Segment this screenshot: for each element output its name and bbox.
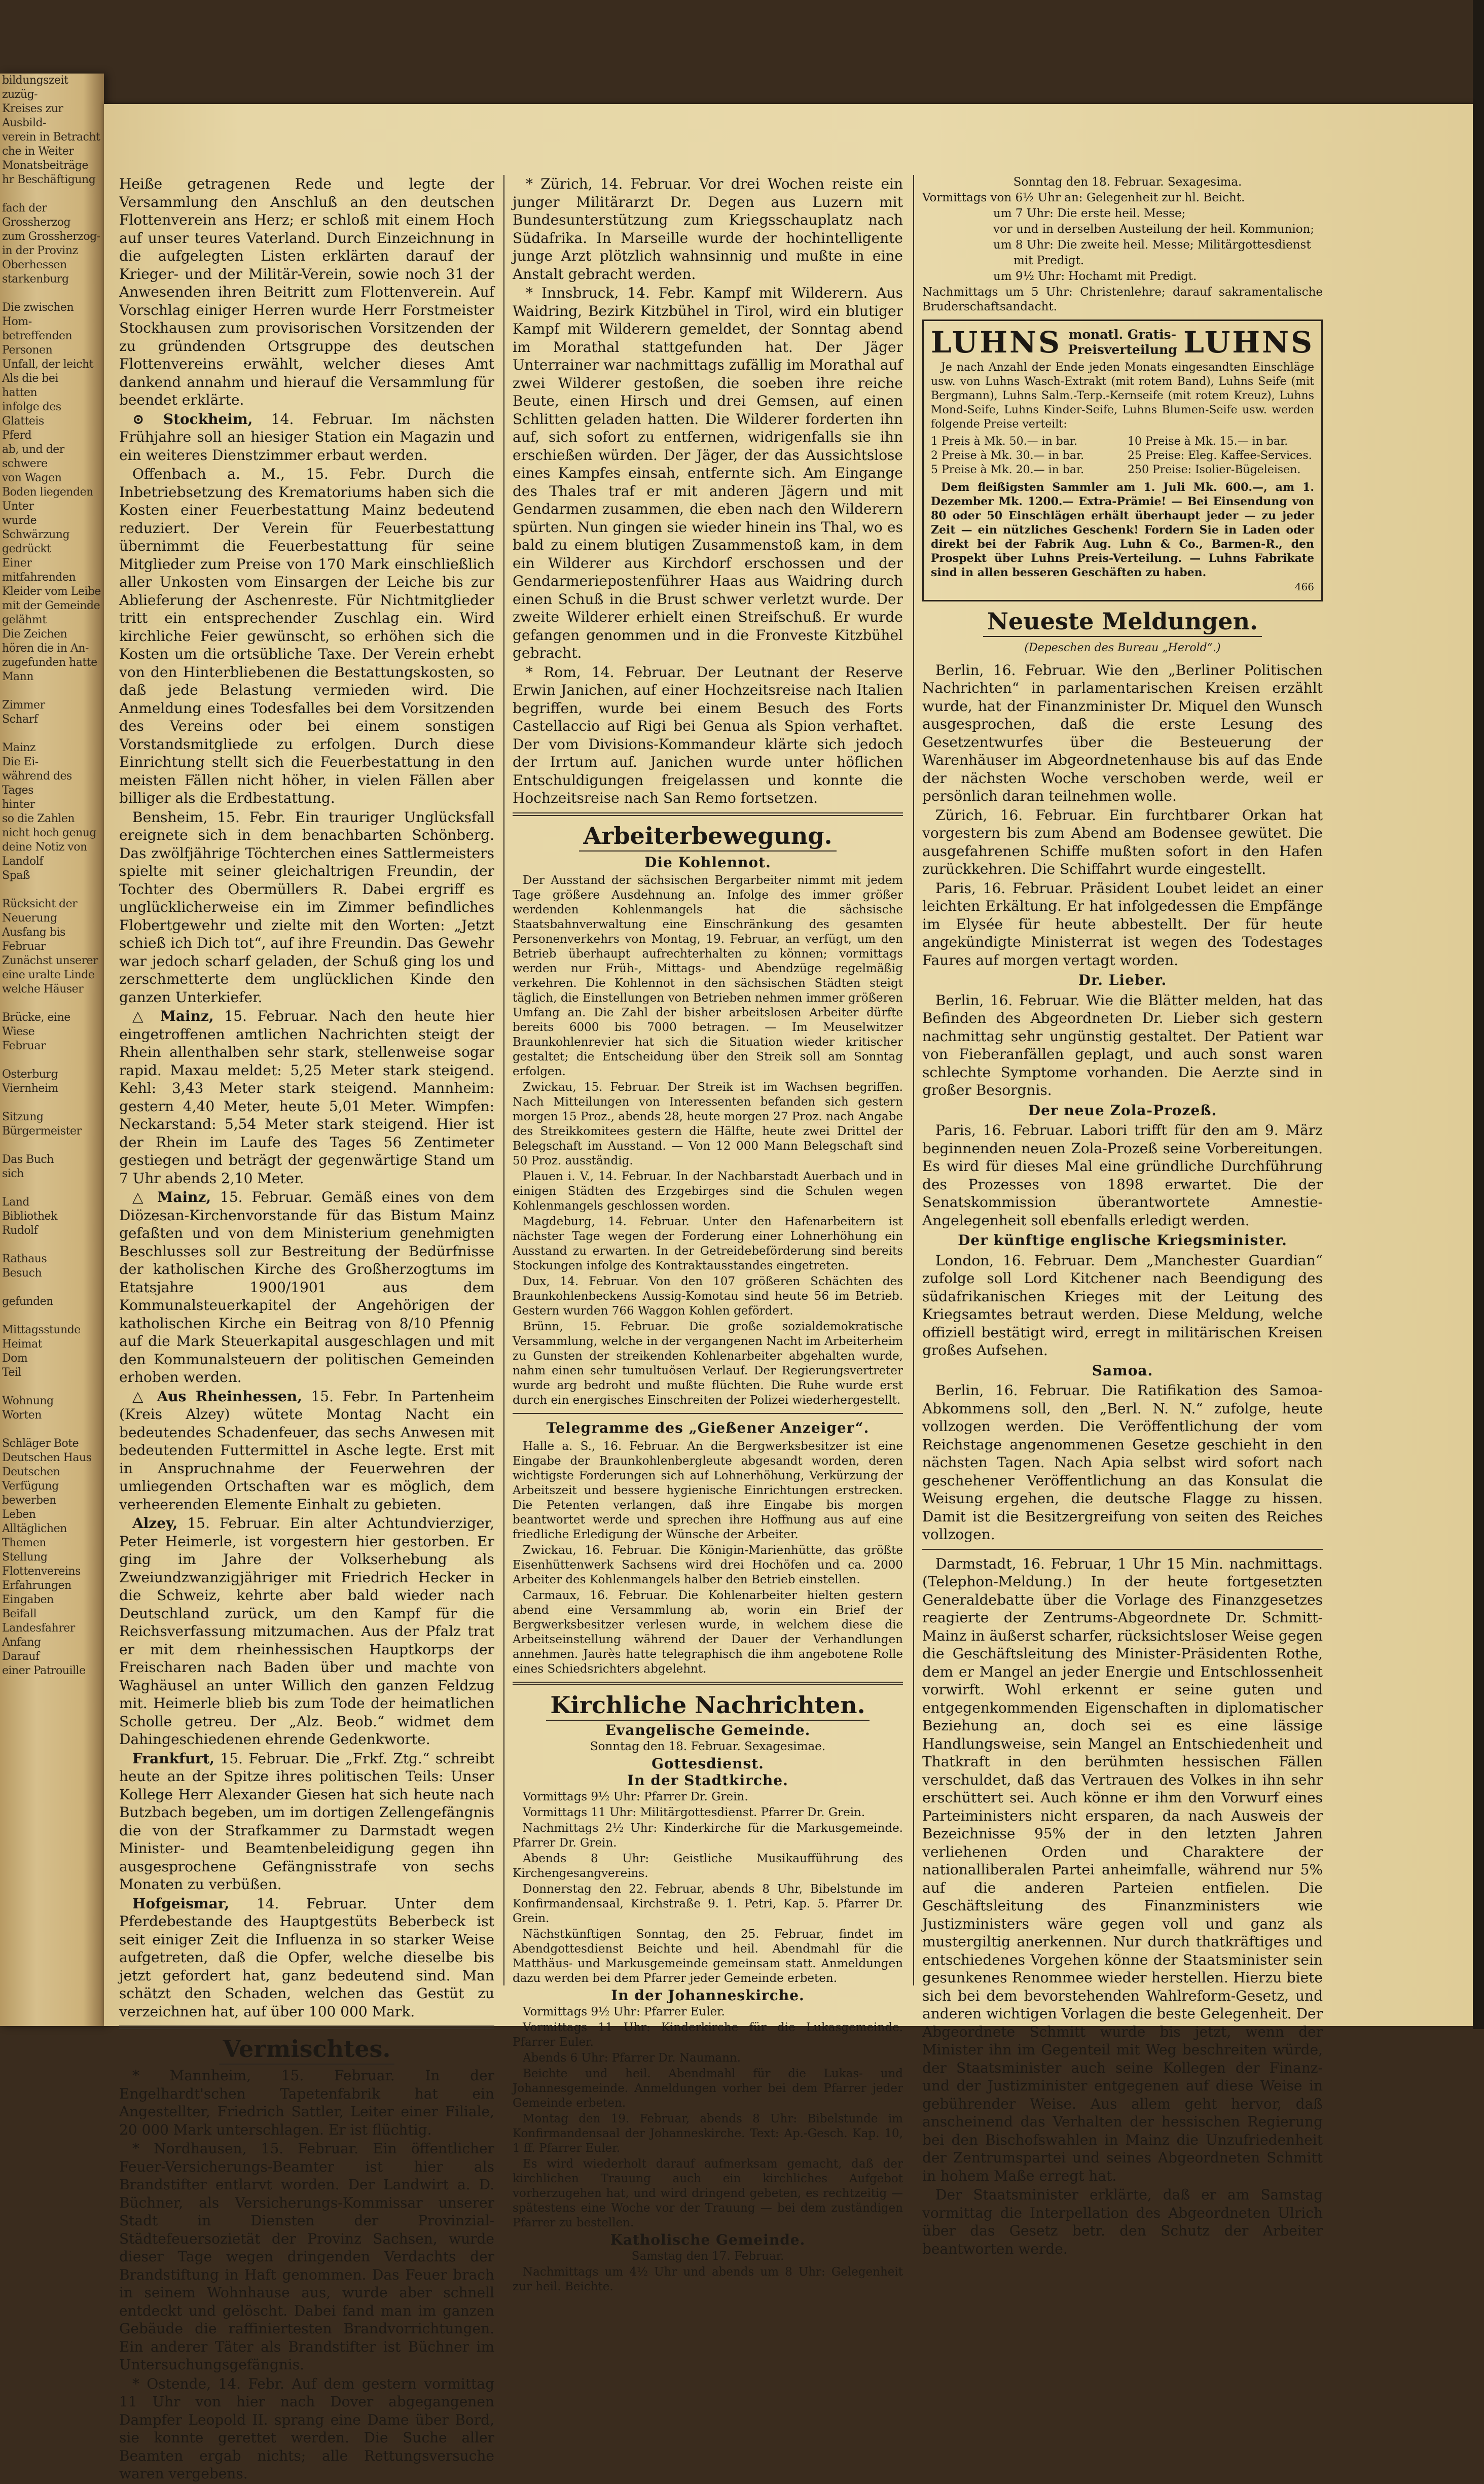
adjacent-page-line: Dom	[2, 1352, 28, 1365]
ad-code: 466	[1294, 581, 1314, 593]
adjacent-page-line: Rudolf	[2, 1224, 38, 1237]
adjacent-page-line: Die Ei-	[2, 756, 39, 768]
article-text: Carmaux, 16. Februar. Die Kohlenarbeiter hielten gestern abend eine Versammlung ab, worin ein Brief der Bergwerksbesitzer verlesen wurde, in welchem diese die Arbeitseinstellung während der Dauer der Verhandlungen annehmen. Jaurès hatte telegraphisch die ihm angebotene Rolle eines Schiedsrichters abgelehnt.	[513, 1588, 903, 1676]
adjacent-page-line: Zimmer	[2, 699, 45, 712]
adjacent-page-line: verein in Betracht	[2, 131, 100, 144]
service-line: Montag den 19. Februar, abends 8 Uhr: Bibelstunde im Konfirmandensaal der Johanneskirche. Text: Ap.-Gesch. Kap. 10, 1 ff. Pfarrer Euler.	[513, 2112, 903, 2155]
article-text: Plauen i. V., 14. Februar. In der Nachbarstadt Auerbach und in einigen Städten des Erzgebirges sind die Schulen wegen Kohlenmangels geschlossen worden.	[513, 1170, 903, 1213]
article-text: Darmstadt, 16. Februar, 1 Uhr 15 Min. nachmittags. (Telephon-Meldung.) In der heute fortgesetzten Generaldebatte über die Vorlage des Finanzgesetzes reagierte der Zentrums-Abgeordnete Dr. Schmitt-Mainz in äußerst scharfer, rücksichtsloser Weise gegen die Geschäftsleitung des Minister-Präsidenten Rothe, dem er Mangel an jeder Energie und Entschlossenheit vorwirft. Wohl erkennt er seine guten und entgegenkommenden Eigenschaften in diplomatischer Beziehung an, doch sei es eine lässige Handlungsweise, sein Mangel an Entschiedenheit und Thatkraft in den berühmten hessischen Fällen verschuldet, daß das Vertrauen des Volkes in ihn sehr erschüttert sei. Auch könne er ihm den Vorwurf eines Parteiministers nicht ersparen, da nach Ausweis der Bezeichnisse 95% der in den letzten Jahren verliehenen Orden und Charaktere der nationalliberalen Partei anheimfalle, während nur 5% auf die anderen Parteien entfielen. Die Geschäftsleitung des Finanzministers wie Justizministers wäre gegen voll und ganz als mustergiltig anerkennen. Nur durch thatkräftiges und entschiedenes Vorgehen könne der Staatsminister sein gesunkenes Renommee wieder herstellen. Hierzu biete sich bei dem bevorstehenden Wahlreform-Gesetz, und anderen wichtigen Vorlagen die beste Gelegenheit. Der Abgeordnete Schmitt wurde bis jetzt, wenn der Minister ihn im Gegenteil mit Weg beschreiten würde, der Staatsminister auch seine Kollegen der Finanz- und der Justizminister entgegenen auf diese Weise in gebührender Weise. Aus allem geht hervor, daß anscheinend das Verhalten der hessischen Regierung bei den Bischofswahlen in Mainz die Unzufriedenheit der Zentrumspartei und seines Abgeordneten Schmitt in hohem Maße erregt hat.	[922, 1555, 1323, 2184]
ad-headline-line: monatl. Gratis-	[1068, 327, 1177, 342]
ad-headline	[1068, 327, 1177, 358]
adjacent-page-line: infolge des Glatteis	[2, 401, 65, 428]
ad-logo-right: LUHNS	[1183, 325, 1314, 360]
column-2	[513, 175, 903, 2295]
article	[119, 1750, 494, 1894]
adjacent-page-text	[2, 74, 103, 1678]
adjacent-page-line: Mittagsstunde	[2, 1324, 81, 1336]
service-line: Nachmittags um 4½ Uhr und abends um 8 Uhr: Gelegenheit zur heil. Beichte.	[513, 2265, 903, 2293]
adjacent-page-line: welche Häuser	[2, 983, 84, 996]
adjacent-page-line: Die zwischen Hom-	[2, 301, 77, 328]
adjacent-page-line: che in Weiter	[2, 145, 74, 158]
ad-logo-left: LUHNS	[931, 325, 1062, 360]
dateline: △ Mainz,	[132, 1008, 214, 1024]
adjacent-page-line	[2, 1238, 103, 1252]
church-notices	[513, 1723, 903, 2294]
adjacent-page-line	[2, 1309, 103, 1323]
adjacent-page-line: Heimat	[2, 1338, 43, 1351]
section-divider	[119, 2026, 494, 2029]
service-line: Abends 6 Uhr: Pfarrer Dr. Naumann.	[523, 2051, 741, 2065]
dateline: △ Mainz,	[132, 1189, 211, 1205]
adjacent-page-line: gedrückt	[2, 543, 51, 555]
adjacent-page-line: hören die in An-	[2, 642, 89, 655]
luhns-advertisement	[922, 320, 1323, 601]
ad-price: 250 Preise: Isolier-Bügeleisen.	[1128, 464, 1301, 476]
ad-text: Dem fleißigsten Sammler am 1. Juli Mk. 600.—, am 1. Dezember Mk. 1200.— Extra-Prämie! — Bei Einsendung von 80 oder 50 Einschlägen erhält überhaupt jeder — zu jeder Zeit — ein nützliches Geschenk! Fordern Sie in Laden oder direkt bei der Fabrik Aug. Luhn & Co., Barmen-R., den Prospekt über Luhns Preis-Verteilung. — Luhns Fabrikate sind in allen besseren Geschäften zu haben.	[931, 481, 1314, 579]
subheading-gottesdienst: Gottesdienst.	[651, 1755, 764, 1772]
adjacent-page-line: Themen	[2, 1537, 46, 1549]
column-rule	[503, 175, 504, 1985]
catholic-services	[922, 175, 1323, 314]
adjacent-page-line	[2, 1096, 103, 1110]
adjacent-page-line: einer Patrouille	[2, 1664, 86, 1677]
adjacent-page-line: deine Notiz von Landolf	[2, 841, 91, 868]
article	[119, 1895, 494, 2021]
article-text: * Mannheim, 15. Februar. In der Engelhardt'schen Tapetenfabrik hat ein Angestellter, Friedrich Sattler, Leiter einer Filiale, 20 000 Mark unterschlagen. Er ist flüchtig.	[119, 2067, 494, 2138]
section-heading-neueste-meldungen: Neueste Meldungen.	[983, 607, 1262, 637]
adjacent-page-line: zugefunden hatte	[2, 656, 97, 669]
article-text: 15. Februar. Nach den heute hier eingetroffenen amtlichen Nachrichten steigt der Rhein allenthalben sehr stark, stellenweise sogar rapid. Maxau meldet: 5,25 Meter stark steigend. Kehl: 3,43 Meter stark steigend. Mannheim: gestern 4,40 Meter, heute 5,01 Meter. Wimpfen: Neckarstand: 5,54 Meter stark steigend. Hier ist der Rhein im Laufe des Tages 56 Zentimeter gestiegen und beträgt der gegenwärtige Stand um 7 Uhr abends 2,10 Meter.	[119, 1008, 495, 1187]
article	[119, 410, 494, 465]
adjacent-page-line: starkenburg	[2, 273, 69, 286]
ad-price: 10 Preise à Mk. 15.— in bar.	[1128, 435, 1288, 448]
adjacent-page-line: in der Provinz Oberhessen	[2, 244, 82, 271]
adjacent-page-line: Scharf	[2, 713, 38, 726]
adjacent-page-line: Erfahrungen	[2, 1579, 71, 1592]
adjacent-page-line: Osterburg	[2, 1068, 58, 1081]
article-text: * Rom, 14. Februar. Der Leutnant der Reserve Erwin Janichen, auf einer Hochzeitsreise nach Italien begriffen, wurde bei einem Besuch des Forts Castellaccio auf Rigi bei Genua als Spion verhaftet. Der vom Divisions-Kommandeur klärte sich jedoch der Irrtum auf. Janichen wurde unter höflichen Entschuldigungen freigelassen und konnte die Hochzeitsreise nach San Remo fortsetzen.	[513, 663, 903, 806]
adjacent-page-line: Land	[2, 1196, 29, 1209]
adjacent-page-line: Worten	[2, 1409, 42, 1422]
adjacent-page-line: Deutschen	[2, 1466, 60, 1478]
adjacent-page-line: Sitzung	[2, 1111, 44, 1123]
adjacent-page-line: Rathaus	[2, 1253, 47, 1265]
section-heading-vermischtes: Vermischtes.	[219, 2034, 395, 2065]
column-1	[119, 175, 494, 2484]
adjacent-page-line: Mann	[2, 670, 33, 683]
article-text: 15. Februar. Gemäß eines von dem Diözesan-Kirchenvorstande für das Bistum Mainz gefaßten und von dem Ministerium genehmigten Beschlusses soll zur Bestreitung der Bedürfnisse der katholischen Kirche des Großherzogtums im Etatsjahre 1900/1901 aus dem Kommunalsteuerkapitel der Angehörigen der katholischen Kirche ein Beitrag von 8/10 Pfennig auf die Mark Steuerkapital ausgeschlagen und mit den Kommunalsteuern der politischen Gemeinden erhoben werden.	[119, 1189, 495, 1386]
article-text: Berlin, 16. Februar. Wie den „Berliner Politischen Nachrichten“ in parlamentarischen Kreisen erzählt wurde, hat der Finanzminister Dr. Miquel den Wunsch ausgesprochen, daß die erste Lesung des Gesetzentwurfes über die Besteuerung der Warenhäuser im Abgeordnetenhause bis auf das Ende der nächsten Woche verschoben werde, weil er persönlich daran teilnehmen wolle.	[922, 661, 1323, 804]
dateline: ⊙ Stockheim,	[132, 410, 253, 428]
service-line: vor und in derselben Austeilung der heil. Kommunion;	[993, 223, 1315, 236]
adjacent-page-line: Leben	[2, 1508, 36, 1521]
service-line: mit Predigt.	[1014, 254, 1084, 267]
article-text: * Zürich, 14. Februar. Vor drei Wochen reiste ein junger Militärarzt Dr. Degen aus Luzern mit Bundesunterstützung zum Kriegsschauplatz nach Südafrika. In Marseille wurde der hochintelligente junge Arzt plötzlich wahnsinnig und mußte in eine Anstalt gebracht werden.	[513, 175, 903, 282]
ad-header	[931, 327, 1314, 358]
adjacent-page-line: während des Tages	[2, 770, 76, 797]
adjacent-page-line: Flottenvereins	[2, 1565, 81, 1578]
adjacent-page-line: Rücksicht der Neuerung	[2, 898, 81, 925]
adjacent-page-line	[2, 1139, 103, 1153]
adjacent-page-line: Bibliothek	[2, 1210, 57, 1223]
article-text: 15. Februar. Ein alter Achtundvierziger, Peter Heimerle, ist vorgestern hier gestorben. Er ging im Jahre der Volkserhebung als Zweiundzwanzigjähriger mit Friedrich Hecker in die Schweiz, kehrte aber bald wieder nach Deutschland zurück, um den Kampf für die Reichsverfassung mitzumachen. Aus der Pfalz trat er mit dem rheinhessischen Hauptkorps der Freischaren nach Baden über und machte von Waghäusel an unter Willich den ganzen Feldzug mit. Heimerle blieb bis zum Tode der heimatlichen Scholle getreu. Der „Alz. Beob.“ widmet dem Dahingeschiedenen ehrende Gedenkworte.	[119, 1515, 494, 1748]
adjacent-page-line: Teil	[2, 1366, 22, 1379]
article-text: Der Staatsminister erklärte, daß er am Samstag vormittag die Interpellation des Abgeordneten Ulrich über das Gesetz betr. den Schutz der Arbeiter beantworten werde.	[922, 2186, 1323, 2257]
article-text: Zwickau, 16. Februar. Die Königin-Marienhütte, das größte Eisenhüttenwerk Sachsens wird drei Hochöfen und ca. 2000 Arbeiter des Kohlenmangels halber den Betrieb einstellen.	[513, 1543, 903, 1586]
adjacent-page-line	[2, 883, 103, 897]
adjacent-page-line: fach der Grossherzog	[2, 202, 71, 229]
article-text: Brünn, 15. Februar. Die große sozialdemokratische Versammlung, welche in der vergangenen Nacht im Arbeiterheim zu Gunsten der streikenden Kohlenarbeiter abgehalten wurde, nahm einen sehr tumultuösen Verlauf. Der Regierungsvertreter wurde arg bedroht und mußte flüchten. Die Ruhe wurde erst durch ein energisches Einschreiten der Polizei wiederhergestellt.	[513, 1320, 903, 1407]
section-divider	[513, 1682, 903, 1685]
adjacent-page-line	[2, 287, 103, 301]
adjacent-page-line	[2, 1380, 103, 1394]
adjacent-page-line: bildungszeit zuzüg-	[2, 74, 71, 101]
adjacent-page-line: Das Buch	[2, 1153, 54, 1166]
kohlennot-block	[513, 873, 903, 1408]
adjacent-page-line: Unfall, der leicht	[2, 358, 94, 371]
adjacent-page-line: ab, und der schwere	[2, 443, 68, 470]
service-line: Vormittags 9½ Uhr: Pfarrer Dr. Grein.	[523, 1790, 748, 1803]
service-line: um 9½ Uhr: Hochamt mit Predigt.	[993, 270, 1197, 283]
service-line: Beichte und heil. Abendmahl für die Lukas- und Johannesgemeinde. Anmeldungen vorher bei dem Pfarrer jeder Gemeinde erbeten.	[513, 2067, 903, 2110]
newspaper-page	[104, 104, 1473, 2482]
adjacent-page-line	[2, 1281, 103, 1295]
binding-shadow	[1473, 0, 1484, 2029]
subheading-katholisch: Katholische Gemeinde.	[610, 2231, 806, 2248]
article-text: Magdeburg, 14. Februar. Unter den Hafenarbeitern ist nächster Tage wegen der Forderung einer Lohnerhöhung ein Ausstand zu erwarten. In der Getreidebeförderung sind bereits Stockungen infolge des Kontraktausstandes eingetreten.	[513, 1215, 903, 1272]
column-3	[922, 175, 1323, 2259]
subheading-samoa: Samoa.	[1092, 1362, 1153, 1379]
service-line: Es wird wiederholt darauf aufmerksam gemacht, daß der kirchlichen Trauung auch ein kirchliches Aufgebot vorherzugehen hat, und wird dringend gebeten, es rechtzeitig — spätestens eine Woche vor der Trauung — bei dem zuständigen Pfarrer zu bestellen.	[513, 2157, 903, 2229]
ad-price-list	[931, 435, 1314, 477]
adjacent-page-line: Kreises zur Ausbild-	[2, 102, 66, 129]
adjacent-page-line: hinter	[2, 798, 35, 811]
adjacent-page-line: hr Beschäftigung	[2, 173, 96, 186]
ad-price: 1 Preis à Mk. 50.— in bar.	[931, 435, 1078, 448]
service-line: Donnerstag den 22. Februar, abends 8 Uhr, Bibelstunde im Konfirmandensaal, Kirchstraße 9. 1. Petri, Kap. 5. Pfarrer Dr. Grein.	[513, 1882, 903, 1925]
adjacent-page-line: Einer mitfahrenden	[2, 557, 76, 584]
adjacent-page-line: Besuch	[2, 1267, 42, 1280]
adjacent-page-line	[2, 1423, 103, 1437]
article-text: London, 16. Februar. Dem „Manchester Guardian“ zufolge soll Lord Kitchener nach Beendigung des südafrikanischen Krieges mit der Leitung des Kriegsamtes betraut werden. Diese Meldung, welche offiziell bestätigt wird, erregt in militärischen Kreisen großes Aufsehen.	[922, 1252, 1323, 1359]
service-line: Nachmittags um 5 Uhr: Christenlehre; darauf sakramentalische Bruderschaftsandacht.	[922, 286, 1323, 313]
adjacent-page-line: zum Grossherzog-	[2, 230, 100, 243]
service-date: Sonntag den 18. Februar. Sexagesimae.	[590, 1740, 826, 1753]
adjacent-page-line: von Wagen	[2, 472, 62, 484]
adjacent-page-line: mit der Gemeinde	[2, 599, 100, 612]
service-line: Vormittags 11 Uhr: Kinderkirche für die Lukasgemeinde. Pfarrer Euler.	[513, 2020, 903, 2049]
adjacent-page-line: Die Zeichen	[2, 628, 67, 641]
adjacent-page-line: Schläger Bote	[2, 1437, 79, 1450]
dateline: Alzey,	[132, 1515, 178, 1532]
service-line: um 8 Uhr: Die zweite heil. Messe; Militärgottesdienst	[993, 238, 1311, 252]
adjacent-page-line: hatten	[2, 386, 38, 399]
adjacent-page-line: sich	[2, 1167, 24, 1180]
ad-price: 2 Preise à Mk. 30.— in bar.	[931, 449, 1084, 462]
subheading-telegramme: Telegramme des „Gießener Anzeiger“.	[546, 1420, 870, 1436]
article-text: Berlin, 16. Februar. Die Ratifikation des Samoa-Abkommens soll, den „Berl. N. N.“ zufolge, heute vollzogen werden. Die Veröffentlichung der vom Reichstage angenommenen Gesetze geschieht in den nächsten Tagen. Nach Apia selbst wird sofort nach geschehener Veröffentlichung an das Konsulat die Weisung ergehen, die deutsche Flagge zu hissen. Damit ist die Besitzergreifung von seiten des Reiches vollzogen.	[922, 1382, 1323, 1543]
adjacent-page-line: Alltäglichen	[2, 1522, 67, 1535]
subheading-kriegsminister: Der künftige englische Kriegsminister.	[958, 1232, 1287, 1249]
service-line: Vormittags 9½ Uhr: Pfarrer Euler.	[523, 2005, 725, 2018]
dateline: △ Aus Rheinhessen,	[132, 1388, 302, 1405]
adjacent-page-line: betreffenden Personen	[2, 330, 76, 357]
adjacent-page-line: Als die bei	[2, 372, 58, 385]
section-divider	[922, 1549, 1323, 1550]
service-line: Vormittags 11 Uhr: Militärgottesdienst. Pfarrer Dr. Grein.	[523, 1805, 865, 1819]
article-text: * Ostende, 14. Febr. Auf dem gestern vormittag 11 Uhr von hier nach Dover abgegangenen Dampfer Leopold II. sprang eine Dame über Bord, sie konnte gerettet werden. Die Suche aller Beamten ergab nichts; alle Rettungsversuche waren vergebens.	[119, 2375, 494, 2482]
service-line: Nachmittags 2½ Uhr: Kinderkirche für die Markusgemeinde. Pfarrer Dr. Grein.	[513, 1821, 903, 1850]
dateline: Frankfurt,	[132, 1750, 214, 1767]
subheading-kohlennot: Die Kohlennot.	[644, 854, 771, 871]
adjacent-page-line: wurde Schwärzung	[2, 514, 70, 541]
adjacent-page-line: Anfang	[2, 1636, 41, 1649]
adjacent-page-line: Darauf	[2, 1650, 40, 1663]
ad-price: 5 Preise à Mk. 20.— in bar.	[931, 464, 1084, 476]
article-text: Der Ausstand der sächsischen Bergarbeiter nimmt mit jedem Tage größere Ausdehnung an. Infolge des immer größer werdenden Kohlenmangels hat die sächsische Staatsbahnverwaltung eine Einschränkung des gesamten Personenverkehrs von Montag, 19. Februar, an verfügt, um den Betrieb überhaupt aufrechterhalten zu können; vormittags werden nur Früh-, Mittags- und Abendzüge regelmäßig verkehren. Die Kohlennot in den sächsischen Städten steigt täglich, die Einstellungen von Betrieben nehmen immer größeren Umfang an. Die Zahl der bisher arbeitslosen Arbeiter dürfte bereits 6000 bis 7000 betragen. — Im Meuselwitzer Braunkohlenrevier hat sich die Situation wieder kritischer gestaltet; die Entscheidung über den Streik soll am Sonntag erfolgen.	[513, 874, 903, 1078]
article-text: Berlin, 16. Februar. Wie die Blätter melden, hat das Befinden des Abgeordneten Dr. Lieber sich gestern nachmittag sehr ungünstig gestaltet. Der Patient war von Fieberanfällen geplagt, und auch sonst waren schlechte Symptome vorhanden. Die Aerzte sind in großer Besorgnis.	[922, 991, 1323, 1098]
article-text: Dux, 14. Februar. Von den 107 größeren Schächten des Braunkohlenbeckens Aussig-Komotau sind heute 56 im Betrieb. Gestern wurden 766 Waggon Kohlen gefördert.	[513, 1275, 903, 1318]
section-heading-kirchliche: Kirchliche Nachrichten.	[546, 1690, 869, 1721]
adjacent-page-line: Brücke, eine Wiese	[2, 1011, 74, 1038]
service-line: Nächstkünftigen Sonntag, den 25. Februar, findet im Abendgottesdienst Beichte und heil. Abendmahl für die Matthäus- und Markusgemeinde gemeinsam statt. Anmeldungen dazu werden bei dem Pfarrer jeder Gemeinde erbeten.	[513, 1927, 903, 1985]
subheading-stadtkirche: In der Stadtkirche.	[627, 1771, 788, 1789]
adjacent-page-line: Spaß	[2, 869, 30, 882]
column-rule	[913, 175, 914, 1985]
service-line: Abends 8 Uhr: Geistliche Musikaufführung des Kirchengesangvereins.	[513, 1852, 903, 1880]
adjacent-page-line: gelähmt	[2, 614, 47, 626]
article	[119, 1188, 494, 1387]
article-text: 14. Februar. Unter dem Pferdebestande des Hauptgestüts Beberbeck ist seit einiger Zeit die Influenza in so starker Weise aufgetreten, daß die Opfer, welche dieselbe bis jetzt gefordert hat, ganz bedeutend sind. Man schätzt den Schaden, welchen das Gestüt zu verzeichnen hat, auf über 100 000 Mark.	[119, 1895, 494, 2020]
adjacent-page-line: Zunächst unserer	[2, 954, 98, 967]
ad-text: Je nach Anzahl der Ende jeden Monats eingesandten Einschläge usw. von Luhns Wasch-Extrakt (mit rotem Band), Luhns Seife (mit Bergmann), Luhns Salm.-Terp.-Kernseife (mit rotem Kreuz), Luhns Mond-Seife, Luhns Kinder-Seife, Luhns Blumen-Seife usw. werden folgende Preise verteilt:	[931, 361, 1314, 431]
article-text: Heiße getragenen Rede und legte der Versammlung den Anschluß an den deutschen Flottenverein ans Herz; er schloß mit einem Hoch auf unser teures Vaterland. Durch Einzeichnung in die aufgelegten Listen erklärten darauf der Krieger- und der Militär-Verein, sowie noch 31 der Anwesenden ihren Beitritt zum Flottenverein. Auf Vorschlag einiger Herren wurde Herr Forstmeister Stockhausen zum provisorischen Vorsitzenden der zu gründenden Ortsgruppe des deutschen Flottenvereins erwählt, welcher dieses Amt dankend annahm und hierauf die Versammlung für beendet erklärte.	[119, 175, 494, 408]
adjacent-page-line: Bürgermeister	[2, 1125, 82, 1138]
adjacent-page-line: Beifall	[2, 1608, 37, 1620]
article-text: Bensheim, 15. Febr. Ein trauriger Unglücksfall ereignete sich in dem benachbarten Schönberg. Das zwölfjährige Töchterchen eines Sattlermeisters spielte mit seiner gleichaltrigen Freundin, der Tochter des Obermüllers R. Dabei ergriff es unglücklicherweise ein im Zimmer befindliches Flobertgewehr und zielte mit den Worten: „Jetzt schieß ich Dich tot“, auf ihre Freundin. Das Gewehr war jedoch scharf geladen, der Schuß ging los und zerschmetterte dem unglücklichen Kinde den ganzen Unterkiefer.	[119, 808, 494, 1006]
adjacent-page-line: Februar	[2, 1040, 46, 1052]
dateline: Hofgeismar,	[132, 1895, 230, 1912]
article-text: Zwickau, 15. Februar. Der Streik ist im Wachsen begriffen. Nach Mitteilungen von Interessenten befanden sich gestern morgen 15 Proz., abends 28, heute morgen 27 Proz. nach Angabe des Streikkomitees gestern die Hälfte, heute zwei Drittel der Belegschaft im Ausstand. — Von 12 000 Mann Belegschaft sind 50 Proz. ausständig.	[513, 1081, 903, 1167]
section-heading-arbeiterbewegung: Arbeiterbewegung.	[579, 821, 836, 851]
service-date: Samstag den 17. Februar.	[631, 2249, 784, 2263]
section-subheading: (Depeschen des Bureau „Herold“.)	[1024, 642, 1221, 654]
subheading-johanneskirche: In der Johanneskirche.	[611, 1986, 805, 2004]
adjacent-page-line: Monatsbeiträge	[2, 159, 88, 172]
adjacent-page-line: Boden liegenden Unter	[2, 486, 97, 513]
ad-headline-line: Preisverteilung	[1068, 342, 1177, 357]
article	[119, 1007, 494, 1187]
service-line: Vormittags von 6½ Uhr an: Gelegenheit zur hl. Beicht.	[922, 191, 1245, 204]
ad-price: 25 Preise: Eleg. Kaffee-Services.	[1128, 449, 1312, 462]
adjacent-page-line: Kleider vom Leibe	[2, 585, 101, 598]
adjacent-page-line	[2, 187, 103, 201]
adjacent-page-line: Landesfahrer	[2, 1622, 75, 1635]
article-text: Paris, 16. Februar. Labori trifft für den am 9. März beginnenden neuen Zola-Prozeß seine Vorbereitungen. Es wird für dieses Mal eine gründliche Durchführung des Prozesses von 1898 erwartet. Die der Senatskommission überantwortete Amnestie-Angelegenheit soll ebenfalls erledigt werden.	[922, 1122, 1323, 1229]
adjacent-page-line: gefunden	[2, 1295, 53, 1308]
adjacent-page-line: Mainz	[2, 741, 35, 754]
section-divider	[513, 812, 903, 816]
adjacent-page-line: Verfügung	[2, 1480, 59, 1493]
adjacent-page-line: Stellung	[2, 1551, 48, 1564]
article-text: Paris, 16. Februar. Präsident Loubet leidet an einer leichten Erkältung. Er hat infolgedessen die Empfänge im Elysée für heute abbestellt. Der für heute angekündigte Ministerrat ist wegen des Todestages Faures auf morgen vertagt worden.	[922, 879, 1323, 969]
section-divider	[513, 1413, 903, 1414]
adjacent-page-line: Viernheim	[2, 1082, 58, 1095]
telegramme-block	[513, 1439, 903, 1677]
adjacent-page-line: Ausfang bis Februar	[2, 926, 69, 953]
adjacent-page-line: so die Zahlen	[2, 812, 75, 825]
article-text: 15. Febr. In Partenheim (Kreis Alzey) wütete Montag Nacht ein bedeutendes Schadenfeuer, das sechs Anwesen mit bedeutenden Futtermittel in Asche legte. Erst mit in Anspruchnahme der Feuerwehren der umliegenden Ortschaften war es möglich, dem verheerenden Elemente Einhalt zu gebieten.	[119, 1388, 494, 1513]
adjacent-page-line	[2, 727, 103, 741]
adjacent-page-line: Wohnung	[2, 1395, 54, 1407]
article-text: Halle a. S., 16. Februar. An die Bergwerksbesitzer ist eine Eingabe der Braunkohlenbergleute abgesandt worden, deren wichtigste Forderungen sich auf Lohnerhöhung, Verkürzung der Arbeitszeit und bessere hygienische Einrichtungen erstrecken. Die Petenten verlangen, daß ihre Eingabe bis morgen beantwortet werde und sprechen ihre Hoffnung aus auf eine friedliche Erledigung der Wünsche der Arbeiter.	[513, 1439, 903, 1541]
subheading-zola: Der neue Zola-Prozeß.	[1028, 1102, 1217, 1119]
adjacent-page-line	[2, 1053, 103, 1068]
subheading-evangelisch: Evangelische Gemeinde.	[605, 1721, 811, 1738]
adjacent-page-line	[2, 1181, 103, 1195]
article-text: * Innsbruck, 14. Febr. Kampf mit Wilderern. Aus Waidring, Bezirk Kitzbühel in Tirol, wird ein blutiger Kampf mit Wilderern gemeldet, der Sonntag abend im Morathal stattgefunden hat. Der Jäger Unterrainer war nachmittags zufällig im Morathal auf zwei Wilderer gestoßen, die soeben ihre reiche Beute, einen Hirsch und drei Gemsen, auf einen Schlitten geladen hatten. Die Wilderer forderten ihn auf, sich sofort zu entfernen, widrigenfalls sie ihn erschießen würden. Der Jäger, der das Aussichtslose eines Kampfes einsah, entfernte sich. Am Eingange des Thales traf er mit anderen Jägern und mit Gendarmen zusammen, die eben nach den Wilderern spürten. Nun gingen sie wieder hinein ins Thal, wo es bald zu einem blutigen Zusammenstoß kam, in dem ein Wilderer aus Kirchdorf erschossen und der Gendarmeriepostenführer Haas aus Waidring durch einen Schuß in die Brust schwer verletzt wurde. Der zweite Wilderer erhielt einen Streifschuß. Er wurde gefangen genommen und in die Fronveste Kitzbühel gebracht.	[513, 285, 903, 661]
adjacent-page-edge	[0, 74, 104, 2026]
article-text: Zürich, 16. Februar. Ein furchtbarer Orkan hat vorgestern bis zum Abend am Bodensee gewütet. Die ausgefahrenen Schiffe mußten sofort in den Hafen zurückkehren. Die Schiffahrt wurde eingestellt.	[922, 806, 1323, 877]
service-line: um 7 Uhr: Die erste heil. Messe;	[993, 207, 1186, 220]
adjacent-page-line: Pferd	[2, 429, 32, 442]
subheading-lieber: Dr. Lieber.	[1078, 972, 1167, 988]
adjacent-page-line: bewerben	[2, 1494, 56, 1507]
adjacent-page-line: nicht hoch genug	[2, 827, 96, 839]
adjacent-page-line: Eingaben	[2, 1593, 54, 1606]
adjacent-page-line	[2, 684, 103, 698]
adjacent-page-line	[2, 997, 103, 1011]
service-date: Sonntag den 18. Februar. Sexagesima.	[1013, 175, 1242, 189]
adjacent-page-line: Deutschen Haus	[2, 1451, 92, 1464]
article	[119, 1514, 494, 1749]
article-text: 15. Februar. Die „Frkf. Ztg.“ schreibt heute an der Spitze ihres politischen Teils: Unser Kollege Herr Alexander Giesen hat sich heute nach Butzbach begeben, um im dortigen Zellengefängnis die von der Strafkammer zu Darmstadt wegen Minister- und Beamtenbeleidigung gegen ihn ausgesprochene Gefängnisstrafe von sechs Monaten zu verbüßen.	[119, 1750, 494, 1893]
adjacent-page-line: eine uralte Linde	[2, 969, 95, 981]
article	[119, 1388, 494, 1514]
article-text: 14. Februar. Im nächsten Frühjahre soll an hiesiger Station ein Magazin und ein weiteres Dienstzimmer erbaut werden.	[119, 410, 494, 464]
article-text: * Nordhausen, 15. Februar. Ein öffentlicher Feuer-Versicherungs-Beamter ist hier als Brandstifter entlarvt worden. Der Landwirt a. D. Büchner, als Versicherungs-Kommissar unserer Stadt in Diensten der Provinzial-Städtefeuersozietät der Provinz Sachsen, wurde dieser Tage wegen dringenden Verdachts der Brandstiftung in Haft genommen. Das Feuer brach in seinem Wohnhause aus, wurde aber schnell entdeckt und gelöscht. Dabei fand man im ganzen Gebäude die raffiniertesten Brandvorrichtungen. Ein anderer Täter als Brandstifter ist Büchner im Untersuchungsgefängnis.	[119, 2140, 494, 2373]
article-text: Offenbach a. M., 15. Febr. Durch die Inbetriebsetzung des Krematoriums haben sich die Kosten einer Feuerbestattung Mainz bedeutend reduziert. Der Verein für Feuerbestattung übernimmt die Feuerbestattung für seine Mitglieder zum Preise von 170 Mark einschließlich aller Unkosten vom Einsargen der Leiche bis zur Ablieferung der Aschenreste. Für Nichtmitglieder tritt ein entsprechender Zuschlag ein. Wird kirchliche Feier gewünscht, so erhöhen sich die Kosten um die ortsübliche Taxe. Der Verein erhebt von den Hinterbliebenen die Bestattungskosten, so daß jede Belastung vermieden wird. Die Anmeldung eines Todesfalles bei dem Vorsitzenden des Vereins oder bei einem sonstigen Vorstandsmitgliede zu erfolgen. Durch diese Einrichtung stellt sich die Feuerbestattung in den meisten Fällen nicht höher, in vielen Fällen aber billiger als die Erdbestattung.	[119, 466, 494, 806]
